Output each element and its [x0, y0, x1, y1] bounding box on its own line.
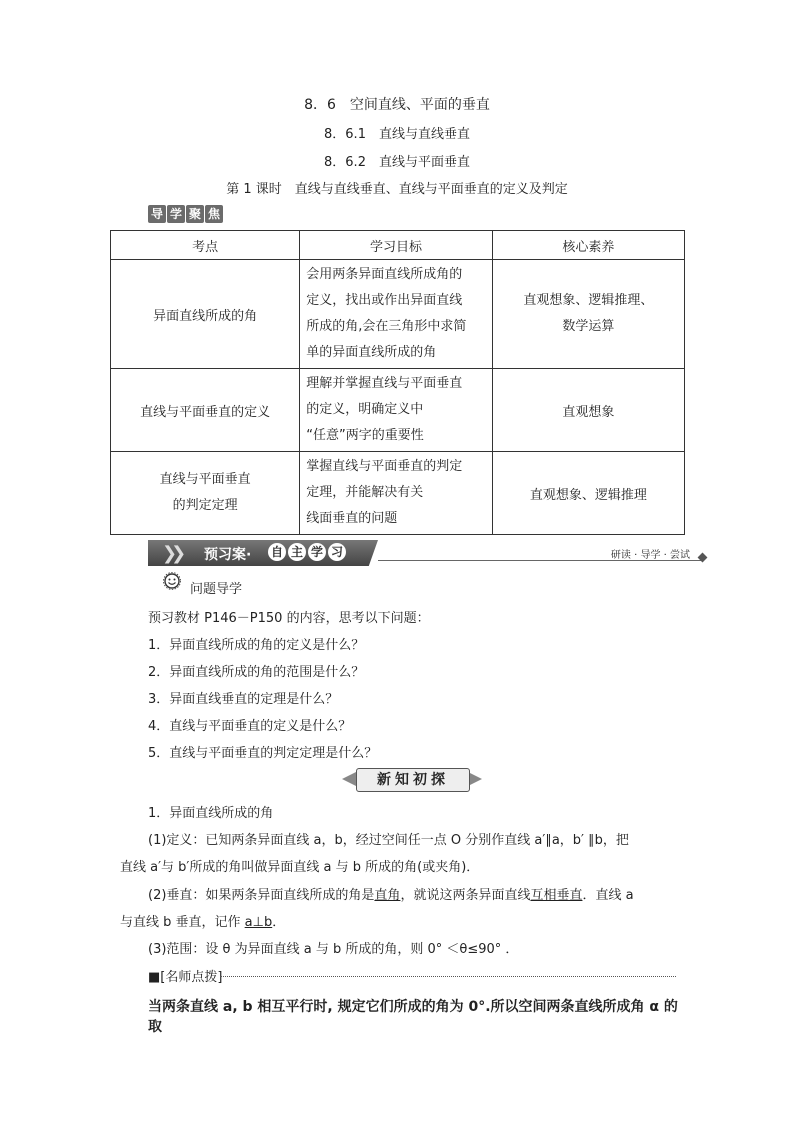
lesson-title: 第 1 课时 直线与直线垂直、直线与平面垂直的定义及判定 [226, 182, 568, 197]
table-cell-goal: 会用两条异面直线所成角的 定义，找出或作出异面直线 所成的角,会在三角形中求简 单的异面直线所成的角 [300, 260, 493, 369]
circle-char: 自 [268, 543, 286, 561]
subsection-title-2: 8．6.2 直线与平面垂直 [324, 155, 470, 170]
teacher-tip-row [148, 966, 676, 985]
table-header: 考点 [111, 231, 300, 260]
tip-text: 当两条直线 a, b 相互平行时, 规定它们所成的角为 0°.所以空间两条直线所成角 α 的取 [148, 999, 678, 1035]
badge-char: 焦 [205, 205, 223, 223]
section-right-text: 研读 · 导学 · 尝试 [610, 550, 690, 561]
tip-label: ■[名师点拨] [148, 970, 223, 985]
circle-char: 习 [328, 543, 346, 561]
table-cell-literacy: 直观想象、逻辑推理、 数学运算 [492, 260, 684, 369]
definition-line-2: 直线 a′与 b′所成的角叫做异面直线 a 与 b 所成的角(或夹角)． [120, 860, 480, 875]
banner-text: 新知初探 [356, 768, 470, 792]
range-line: (3)范围：设 θ 为异面直线 a 与 b 所成的角，则 0° ＜θ≤90° ． [148, 942, 519, 957]
table-cell-topic: 直线与平面垂直的定义 [111, 369, 300, 452]
perpendicular-line-2: 与直线 b 垂直，记作 a⊥b． [120, 915, 286, 930]
guide-title: 问题导学 [190, 582, 243, 597]
table-header: 学习目标 [300, 231, 493, 260]
badge-char: 学 [167, 205, 185, 223]
question-item: 1．异面直线所成的角的定义是什么？ [148, 638, 365, 653]
guide-intro: 预习教材 P146－P150 的内容，思考以下问题： [148, 611, 430, 626]
table-cell-literacy: 直观想象、逻辑推理 [492, 452, 684, 535]
knowledge-heading: 1．异面直线所成的角 [148, 806, 274, 821]
smiley-icon [163, 572, 181, 590]
banner-wing-left [342, 772, 356, 786]
table-cell-literacy: 直观想象 [492, 369, 684, 452]
badge-char: 聚 [186, 205, 204, 223]
table-cell-topic: 异面直线所成的角 [111, 260, 300, 369]
table-cell-goal: 理解并掌握直线与平面垂直 的定义，明确定义中 “任意”两字的重要性 [300, 369, 493, 452]
preview-section-bar [148, 540, 708, 566]
section-label: 预习案· [204, 547, 252, 563]
question-item: 2．异面直线所成的角的范围是什么？ [148, 665, 365, 680]
dotted-divider [220, 976, 676, 977]
banner-wing-right [468, 772, 482, 786]
table-row [111, 260, 685, 369]
guide-focus-badge [148, 205, 223, 223]
question-item: 3．异面直线垂直的定理是什么？ [148, 692, 339, 707]
table-cell-goal: 掌握直线与平面垂直的判定 定理，并能解决有关 线面垂直的问题 [300, 452, 493, 535]
subsection-title-1: 8．6.1 直线与直线垂直 [324, 127, 470, 142]
table-cell-topic: 直线与平面垂直 的判定定理 [111, 452, 300, 535]
table-header-row [111, 231, 685, 260]
section-title: 8．6 空间直线、平面的垂直 [304, 97, 490, 113]
question-item: 5．直线与平面垂直的判定定理是什么？ [148, 746, 378, 761]
question-item: 4．直线与平面垂直的定义是什么？ [148, 719, 352, 734]
table-row [111, 452, 685, 535]
new-knowledge-banner [342, 768, 482, 790]
definition-line-1: (1)定义：已知两条异面直线 a，b，经过空间任一点 O 分别作直线 a′∥a，b′ ∥b，把 [148, 833, 629, 848]
table-row [111, 369, 685, 452]
badge-char: 导 [148, 205, 166, 223]
circle-char: 主 [288, 543, 306, 561]
circle-char: 学 [308, 543, 326, 561]
double-chevron-icon: ❯❯ [162, 543, 181, 564]
table-header: 核心素养 [492, 231, 684, 260]
perpendicular-line-1: (2)垂直：如果两条异面直线所成的角是直角，就说这两条异面直线互相垂直．直线 a [148, 888, 634, 903]
learning-goals-table [110, 230, 685, 535]
section-label-circles [268, 543, 346, 561]
